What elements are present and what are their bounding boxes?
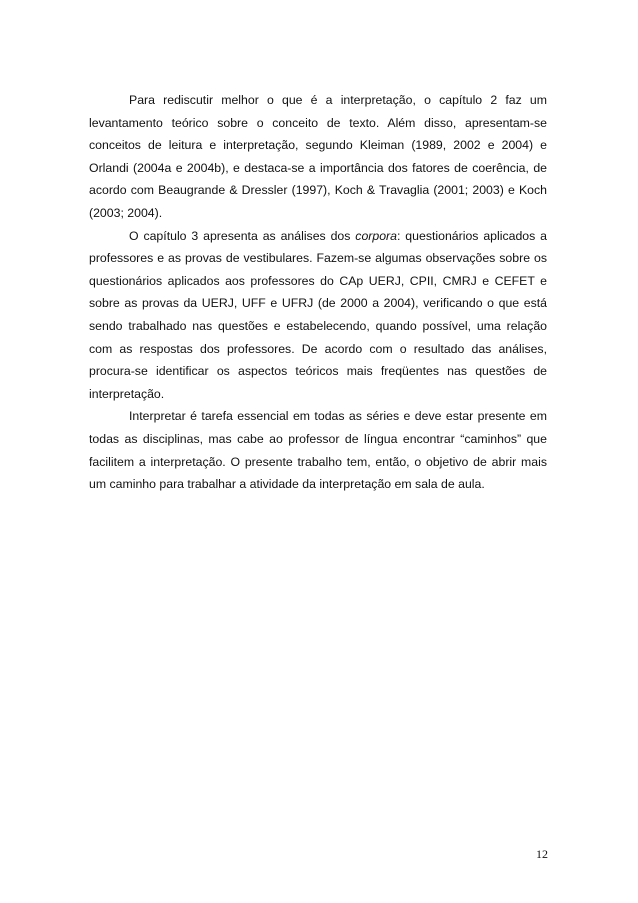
- page-number: 12: [536, 847, 548, 861]
- body-text: [89, 89, 547, 496]
- paragraph-chapter-3-rest: : questionários aplicados a professores e as provas de vestibulares. Fazem-se algumas observações sobre os questionários aplicados aos professores do CAp UERJ, CPII, CMRJ e CEFET e sobre as provas da UERJ, UFF e UFRJ (de 2000 a 2004), verificando o que está sendo trabalhado nas questões e estabelecendo, quando possível, uma relação com as respostas dos professores. De acordo com o resultado das análises, procura-se identificar os aspectos teóricos mais freqüentes nas questões de interpretação.: [89, 228, 548, 401]
- paragraph-chapter-2: Para rediscutir melhor o que é a interpretação, o capítulo 2 faz um levantamento teórico sobre o conceito de texto. Além disso, apresentam-se conceitos de leitura e interpretação, segundo Kleiman (1989, 2002 e 2004) e Orlandi (2004a e 2004b), e destaca-se a importância dos fatores de coerência, de acordo com Beaugrande & Dressler (1997), Koch & Travaglia (2001; 2003) e Koch (2003; 2004).: [89, 93, 547, 220]
- paragraph-chapter-3-start: O capítulo 3 apresenta as análises dos: [129, 228, 356, 243]
- italic-term-corpora: corpora: [355, 228, 397, 243]
- paragraph-chapter-3: [89, 225, 547, 406]
- paragraph-objective: Interpretar é tarefa essencial em todas as séries e deve estar presente em todas as disciplinas, mas cabe ao professor de língua encontrar “caminhos” que facilitem a interpretação. O presente trabalho tem, então, o objetivo de abrir mais um caminho para trabalhar a atividade da interpretação em sala de aula.: [89, 409, 547, 492]
